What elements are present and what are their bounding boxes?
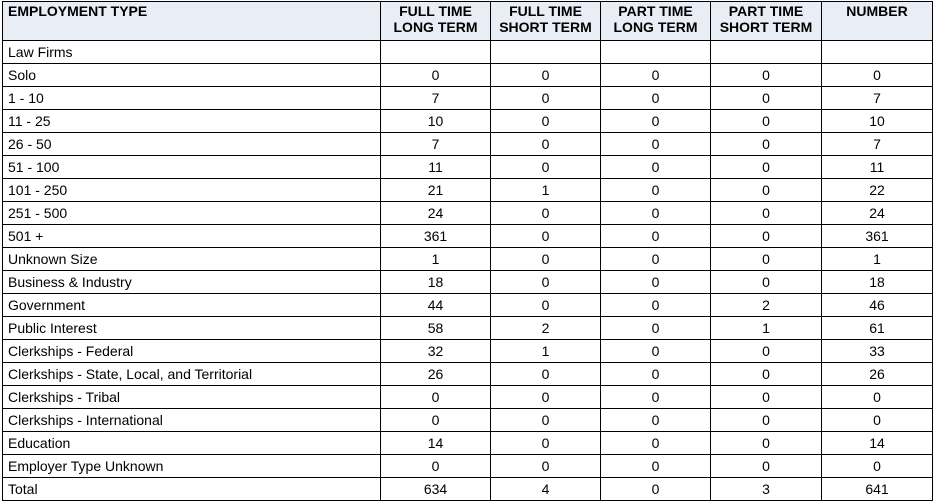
row-value-cell: 33 (822, 340, 933, 363)
row-value-cell: 22 (822, 179, 933, 202)
row-value-cell: 0 (491, 294, 601, 317)
row-value-cell: 0 (491, 386, 601, 409)
row-value-cell: 361 (822, 225, 933, 248)
header-line: PART TIME (618, 3, 693, 19)
row-label: Solo (3, 64, 381, 87)
row-label: Clerkships - Tribal (3, 386, 381, 409)
row-value-cell: 0 (491, 202, 601, 225)
table-row (3, 225, 933, 248)
row-value-cell: 0 (711, 156, 822, 179)
row-label: 11 - 25 (3, 110, 381, 133)
row-value-cell: 0 (601, 225, 711, 248)
table-row (3, 179, 933, 202)
row-value-cell: 0 (601, 202, 711, 225)
header-part-time-short-term (711, 2, 822, 41)
row-value-cell (601, 41, 711, 64)
row-value-cell (711, 41, 822, 64)
row-value-cell: 18 (381, 271, 491, 294)
row-value-cell: 0 (601, 271, 711, 294)
row-label: Government (3, 294, 381, 317)
row-value-cell: 0 (711, 340, 822, 363)
row-label: Education (3, 432, 381, 455)
row-value-cell: 26 (822, 363, 933, 386)
row-label: Law Firms (3, 41, 381, 64)
row-value-cell: 0 (601, 294, 711, 317)
row-value-cell: 3 (711, 478, 822, 501)
employment-table (2, 1, 933, 501)
row-value-cell: 641 (822, 478, 933, 501)
header-full-time-short-term (491, 2, 601, 41)
row-value-cell: 0 (491, 133, 601, 156)
row-value-cell: 0 (381, 455, 491, 478)
row-value-cell: 0 (711, 409, 822, 432)
row-label: 1 - 10 (3, 87, 381, 110)
row-value-cell: 0 (491, 110, 601, 133)
row-value-cell: 0 (491, 156, 601, 179)
row-value-cell: 0 (711, 432, 822, 455)
row-value-cell: 61 (822, 317, 933, 340)
row-value-cell: 1 (822, 248, 933, 271)
header-line: FULL TIME (509, 3, 582, 19)
header-part-time-long-term (601, 2, 711, 41)
row-label: 26 - 50 (3, 133, 381, 156)
table-row (3, 110, 933, 133)
row-label: Clerkships - International (3, 409, 381, 432)
row-value-cell: 0 (491, 87, 601, 110)
row-value-cell: 0 (491, 64, 601, 87)
table-row (3, 386, 933, 409)
row-value-cell: 26 (381, 363, 491, 386)
row-value-cell: 24 (822, 202, 933, 225)
header-line: SHORT TERM (719, 19, 813, 35)
table-body (3, 41, 933, 501)
row-value-cell: 1 (491, 179, 601, 202)
row-value-cell: 44 (381, 294, 491, 317)
row-value-cell (491, 41, 601, 64)
row-value-cell: 0 (711, 110, 822, 133)
row-value-cell: 0 (601, 455, 711, 478)
row-value-cell: 634 (381, 478, 491, 501)
table-row (3, 133, 933, 156)
row-value-cell: 0 (601, 156, 711, 179)
row-value-cell: 24 (381, 202, 491, 225)
row-value-cell: 0 (491, 363, 601, 386)
row-value-cell: 0 (601, 432, 711, 455)
row-value-cell: 0 (491, 455, 601, 478)
row-value-cell: 0 (711, 133, 822, 156)
row-value-cell: 0 (822, 64, 933, 87)
row-value-cell: 18 (822, 271, 933, 294)
row-value-cell: 7 (822, 133, 933, 156)
row-value-cell: 0 (381, 64, 491, 87)
table-row (3, 41, 933, 64)
table-row (3, 478, 933, 501)
row-label: Clerkships - Federal (3, 340, 381, 363)
header-line: LONG TERM (613, 19, 698, 35)
table-row (3, 248, 933, 271)
row-value-cell: 32 (381, 340, 491, 363)
row-value-cell: 0 (381, 386, 491, 409)
row-value-cell (381, 41, 491, 64)
table-row (3, 317, 933, 340)
header-line: FULL TIME (399, 3, 472, 19)
row-label: 501 + (3, 225, 381, 248)
row-value-cell: 0 (711, 386, 822, 409)
row-value-cell: 0 (601, 64, 711, 87)
row-value-cell: 21 (381, 179, 491, 202)
row-value-cell: 0 (601, 363, 711, 386)
row-value-cell: 0 (822, 455, 933, 478)
row-value-cell: 0 (601, 317, 711, 340)
table-row (3, 340, 933, 363)
header-full-time-long-term (381, 2, 491, 41)
row-value-cell: 58 (381, 317, 491, 340)
row-value-cell: 14 (381, 432, 491, 455)
row-value-cell: 0 (822, 409, 933, 432)
row-value-cell: 0 (711, 64, 822, 87)
table-row (3, 271, 933, 294)
row-value-cell: 7 (381, 87, 491, 110)
header-row (3, 2, 933, 41)
row-value-cell: 0 (711, 363, 822, 386)
row-value-cell: 0 (711, 202, 822, 225)
table-row (3, 87, 933, 110)
row-value-cell: 1 (491, 340, 601, 363)
row-label: Unknown Size (3, 248, 381, 271)
row-value-cell: 0 (601, 340, 711, 363)
table-row (3, 455, 933, 478)
header-number: NUMBER (822, 2, 933, 41)
row-value-cell: 0 (601, 133, 711, 156)
row-value-cell: 0 (491, 432, 601, 455)
row-value-cell: 0 (601, 478, 711, 501)
table-row (3, 294, 933, 317)
row-value-cell: 0 (711, 455, 822, 478)
row-label: 51 - 100 (3, 156, 381, 179)
header-line: LONG TERM (393, 19, 478, 35)
row-value-cell: 0 (491, 248, 601, 271)
row-value-cell: 0 (711, 248, 822, 271)
row-value-cell: 0 (711, 271, 822, 294)
table-header (3, 2, 933, 41)
row-value-cell: 0 (381, 409, 491, 432)
row-value-cell: 0 (711, 225, 822, 248)
row-value-cell: 1 (381, 248, 491, 271)
row-value-cell: 0 (601, 409, 711, 432)
row-value-cell: 7 (381, 133, 491, 156)
row-value-cell: 0 (601, 110, 711, 133)
row-value-cell: 4 (491, 478, 601, 501)
row-value-cell: 0 (491, 409, 601, 432)
row-value-cell: 2 (711, 294, 822, 317)
table-row (3, 363, 933, 386)
row-value-cell (822, 41, 933, 64)
table-row (3, 432, 933, 455)
row-value-cell: 10 (381, 110, 491, 133)
row-value-cell: 0 (601, 87, 711, 110)
row-label: Business & Industry (3, 271, 381, 294)
row-value-cell: 14 (822, 432, 933, 455)
row-value-cell: 0 (601, 248, 711, 271)
row-value-cell: 0 (822, 386, 933, 409)
table-row (3, 64, 933, 87)
row-value-cell: 11 (381, 156, 491, 179)
row-value-cell: 0 (491, 271, 601, 294)
table-row (3, 202, 933, 225)
header-employment-type: EMPLOYMENT TYPE (3, 2, 381, 41)
row-label: Public Interest (3, 317, 381, 340)
table-row (3, 409, 933, 432)
row-label: Total (3, 478, 381, 501)
row-label: 251 - 500 (3, 202, 381, 225)
row-label: 101 - 250 (3, 179, 381, 202)
row-value-cell: 1 (711, 317, 822, 340)
header-line: SHORT TERM (499, 19, 592, 35)
row-value-cell: 10 (822, 110, 933, 133)
row-value-cell: 361 (381, 225, 491, 248)
row-value-cell: 11 (822, 156, 933, 179)
table-row (3, 156, 933, 179)
row-value-cell: 46 (822, 294, 933, 317)
row-value-cell: 0 (601, 386, 711, 409)
row-label: Employer Type Unknown (3, 455, 381, 478)
row-value-cell: 2 (491, 317, 601, 340)
row-label: Clerkships - State, Local, and Territorial (3, 363, 381, 386)
header-line: PART TIME (728, 3, 804, 19)
row-value-cell: 0 (491, 225, 601, 248)
row-value-cell: 0 (601, 179, 711, 202)
row-value-cell: 0 (711, 179, 822, 202)
row-value-cell: 7 (822, 87, 933, 110)
row-value-cell: 0 (711, 87, 822, 110)
